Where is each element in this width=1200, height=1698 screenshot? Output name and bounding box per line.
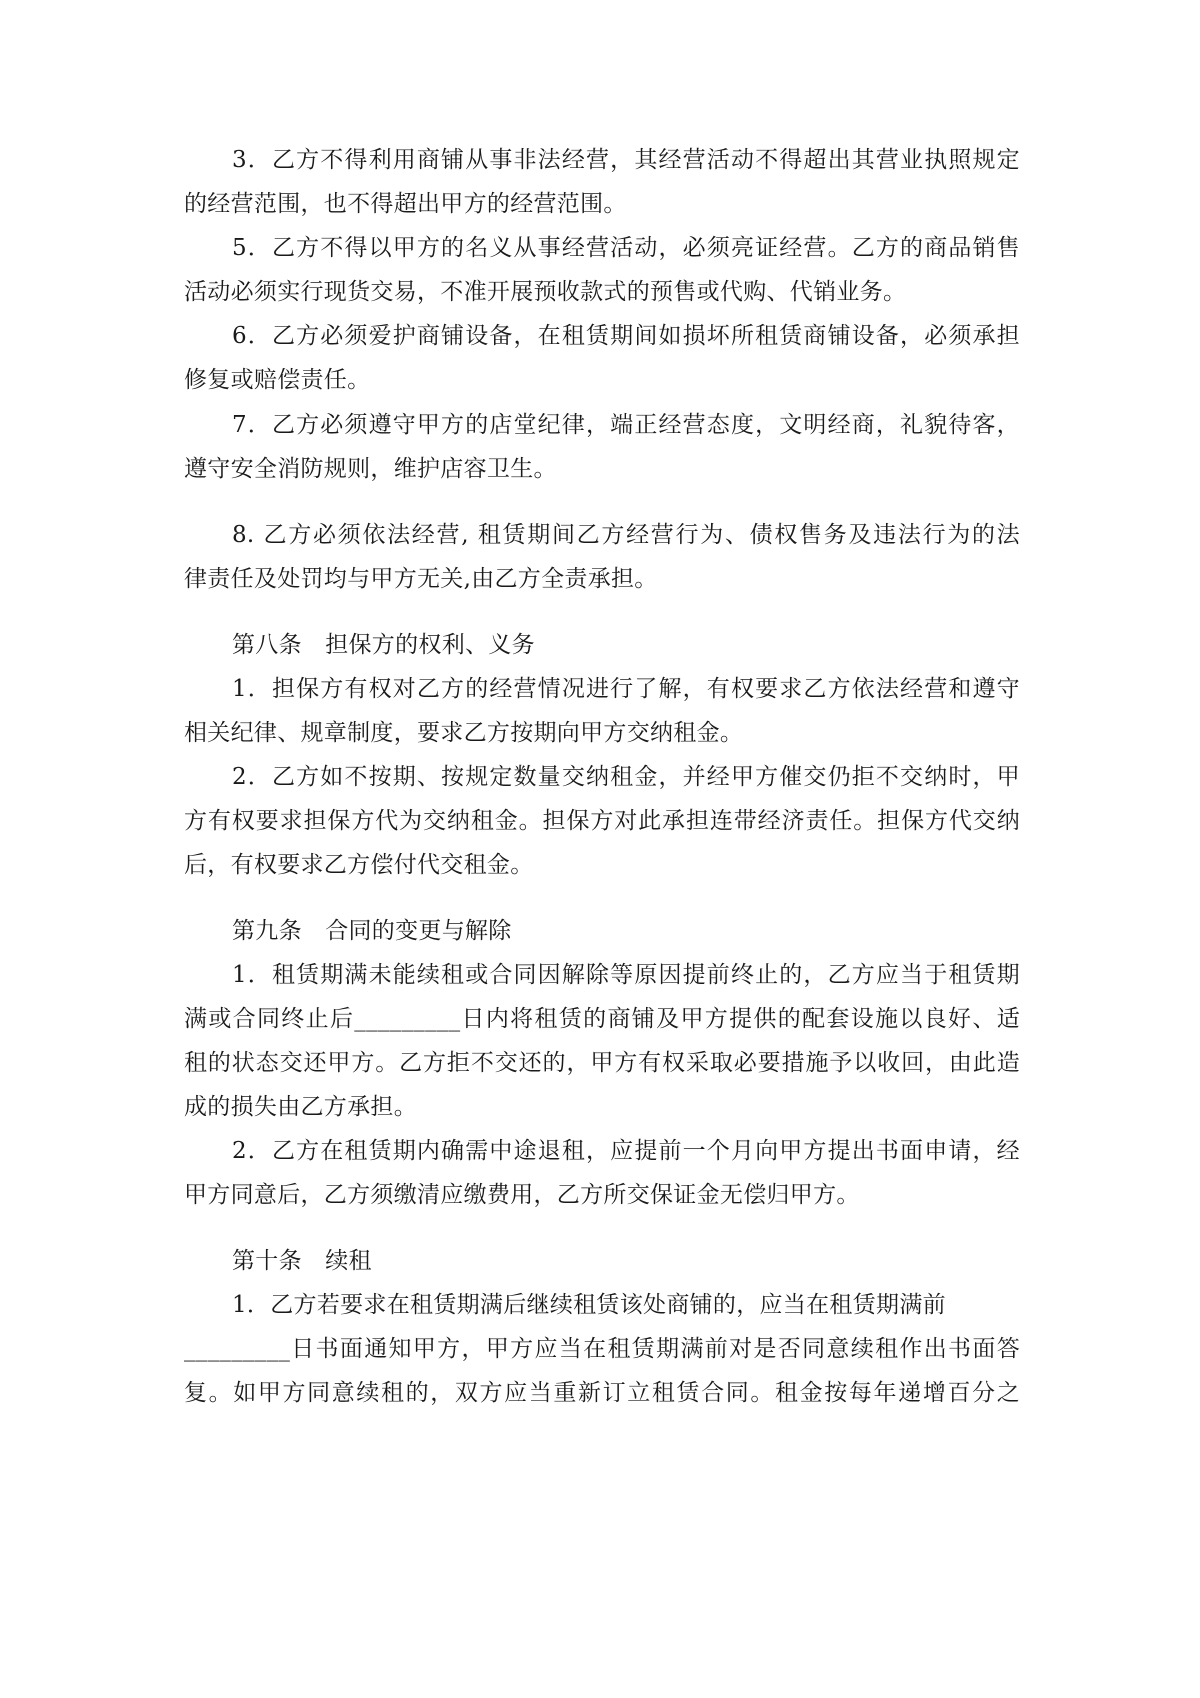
text-line: 活动必须实行现货交易，不准开展预收款式的预售或代购、代销业务。 [184,279,907,305]
text-line: 1．乙方若要求在租赁期满后继续租赁该处商铺的，应当在租赁期满前 [232,1292,946,1318]
text-line: _________日书面通知甲方，甲方应当在租赁期满前对是否同意续租作出书面答 [184,1336,1020,1362]
text-line: 的经营范围，也不得超出甲方的经营范围。 [184,191,627,217]
text-line: 2．乙方在租赁期内确需中途退租，应提前一个月向甲方提出书面申请，经 [232,1138,1020,1164]
text-line: 5．乙方不得以甲方的名义从事经营活动，必须亮证经营。乙方的商品销售 [232,235,1020,261]
text-line: 7．乙方必须遵守甲方的店堂纪律，端正经营态度，文明经商，礼貌待客， [232,412,1020,438]
text-line: 方有权要求担保方代为交纳租金。担保方对此承担连带经济责任。担保方代交纳 [184,808,1020,834]
text-line: 律责任及处罚均与甲方无关,由乙方全责承担。 [184,566,658,592]
text-line: 6．乙方必须爱护商铺设备，在租赁期间如损坏所租赁商铺设备，必须承担 [232,323,1020,349]
section-heading: 第八条 担保方的权利、义务 [232,632,535,658]
text-line: 相关纪律、规章制度，要求乙方按期向甲方交纳租金。 [184,720,744,746]
text-line: 租的状态交还甲方。乙方拒不交还的，甲方有权采取必要措施予以收回，由此造 [184,1050,1020,1076]
text-line: 2．乙方如不按期、按规定数量交纳租金，并经甲方催交仍拒不交纳时，甲 [232,764,1020,790]
text-line: 3．乙方不得利用商铺从事非法经营，其经营活动不得超出其营业执照规定 [232,147,1020,173]
text-line: 甲方同意后，乙方须缴清应缴费用，乙方所交保证金无偿归甲方。 [184,1182,860,1208]
text-line: 修复或赔偿责任。 [184,367,371,393]
text-line: 遵守安全消防规则，维护店容卫生。 [184,456,557,482]
text-line: 复。如甲方同意续租的，双方应当重新订立租赁合同。租金按每年递增百分之 [184,1380,1020,1406]
text-line: 后，有权要求乙方偿付代交租金。 [184,852,534,878]
text-line: 1．担保方有权对乙方的经营情况进行了解，有权要求乙方依法经营和遵守 [232,676,1020,702]
text-line: 8. 乙方必须依法经营, 租赁期间乙方经营行为、债权售务及违法行为的法 [232,522,1020,548]
text-line: 满或合同终止后_________日内将租赁的商铺及甲方提供的配套设施以良好、适 [184,1006,1020,1032]
section-heading: 第十条 续租 [232,1248,372,1274]
text-line: 1．租赁期满未能续租或合同因解除等原因提前终止的，乙方应当于租赁期 [232,962,1020,988]
text-line: 成的损失由乙方承担。 [184,1094,417,1120]
section-heading: 第九条 合同的变更与解除 [232,918,512,944]
